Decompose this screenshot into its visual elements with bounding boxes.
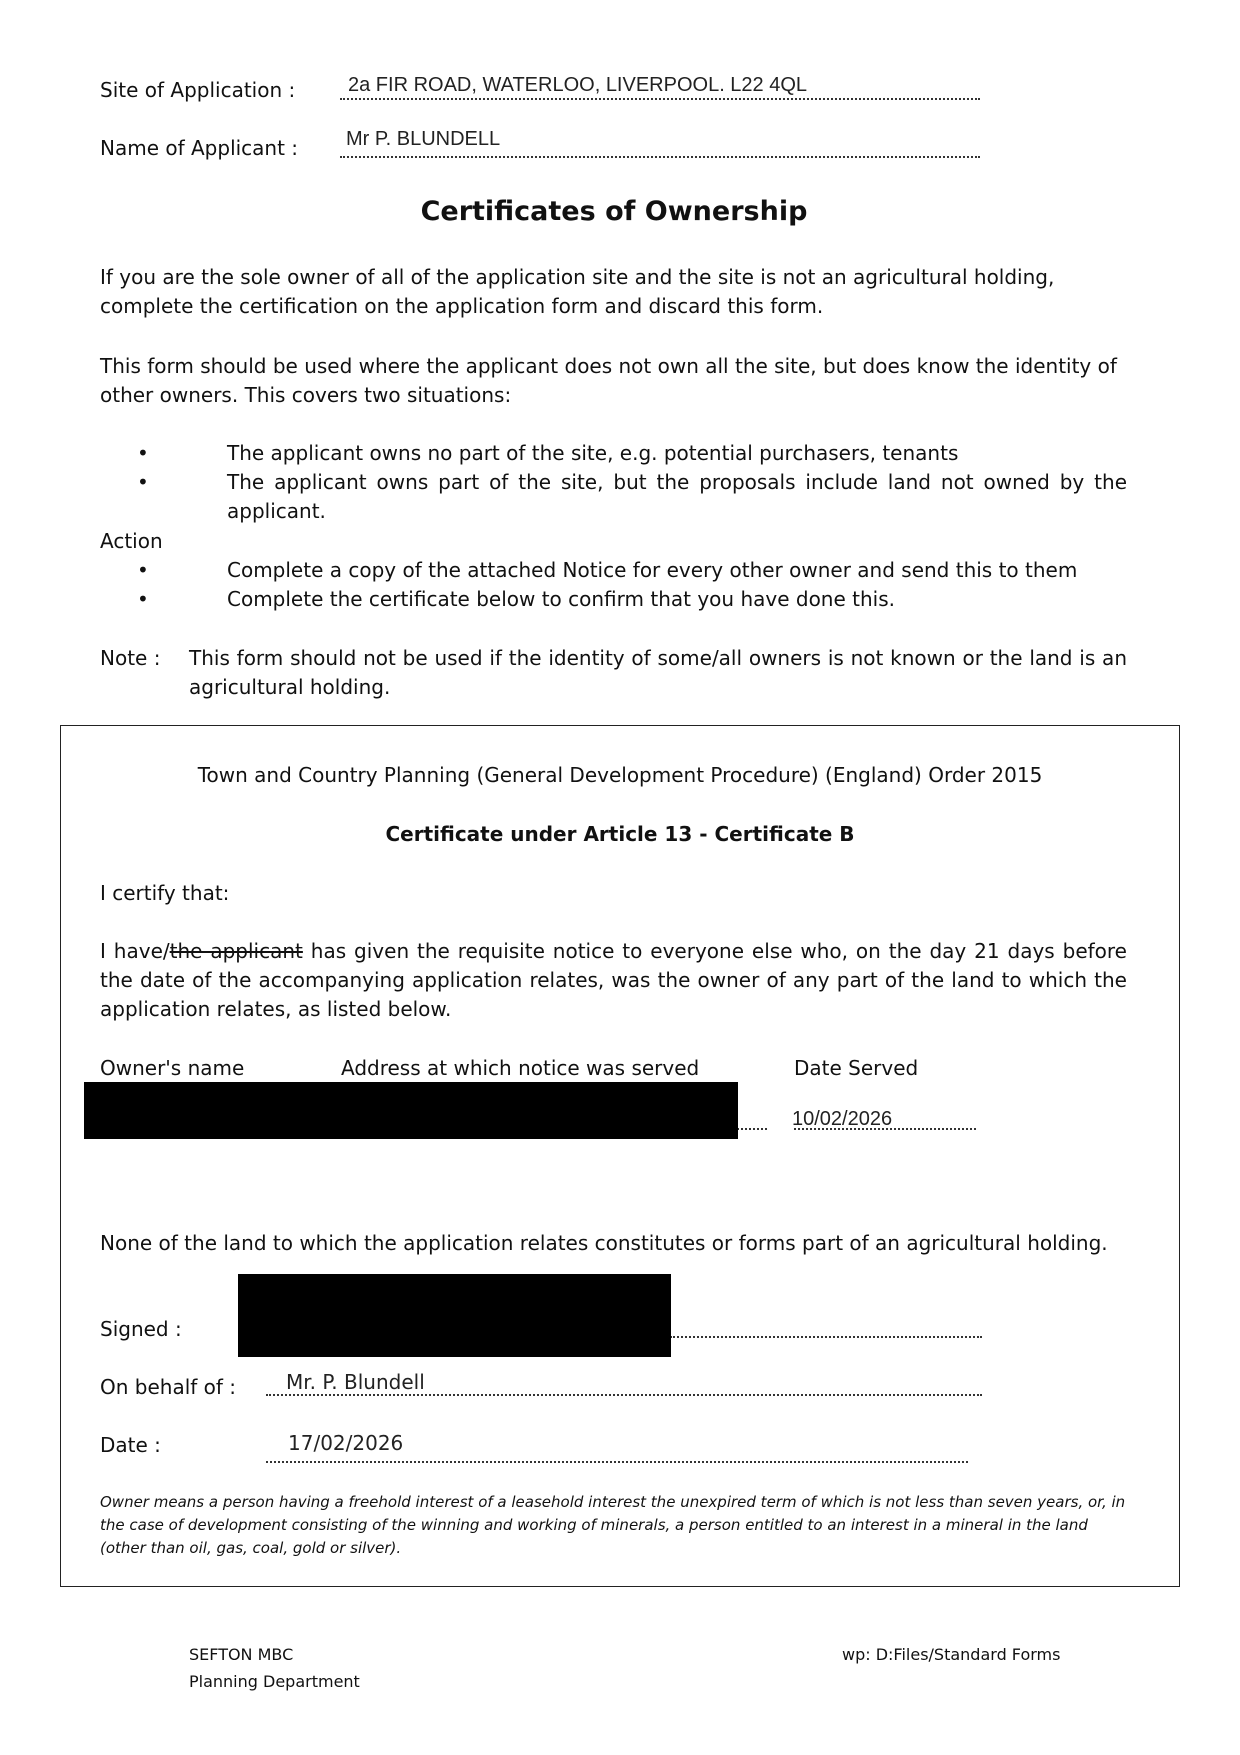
statement-rest: has given the requisite notice to everyone else who, on the day 21 days before the date of the accompanying application relates, was the owner of any part of the land to which the application relates, as listed below.: [100, 939, 1127, 1021]
site-label: Site of Application :: [100, 78, 296, 102]
address-dotted-line: [737, 1128, 767, 1130]
redacted-signature: [238, 1274, 671, 1357]
applicant-dotted-line: [340, 156, 980, 158]
list-item: Complete the certificate below to confirm that you have done this.: [227, 587, 895, 611]
date-served-value[interactable]: 10/02/2026: [792, 1108, 893, 1130]
bullet-icon: •: [137, 441, 149, 465]
bullet-icon: •: [137, 470, 149, 494]
page-title: Certificates of Ownership: [420, 196, 808, 227]
signed-dotted-line: [670, 1336, 982, 1338]
certify-statement: [100, 937, 1127, 1024]
col-date-served: Date Served: [794, 1056, 919, 1080]
list-item: Complete a copy of the attached Notice for every other owner and send this to them: [227, 558, 1078, 582]
order-title: Town and Country Planning (General Development Procedure) (England) Order 2015: [197, 763, 1043, 787]
applicant-label: Name of Applicant :: [100, 136, 299, 160]
footer-org-line-2: Planning Department: [189, 1672, 360, 1691]
intro-paragraph-1: If you are the sole owner of all of the application site and the site is not an agricultural holding, complete the certification on the application form and discard this form.: [100, 265, 1055, 318]
certificate-heading: Certificate under Article 13 - Certificate B: [385, 822, 855, 846]
bullet-icon: •: [137, 587, 149, 611]
signed-label: Signed :: [100, 1317, 182, 1341]
certify-text: I certify that:: [100, 881, 230, 905]
site-dotted-line: [340, 98, 980, 100]
footer-org-line-1: SEFTON MBC: [189, 1645, 294, 1664]
applicant-value[interactable]: Mr P. BLUNDELL: [346, 128, 501, 150]
statement-struck: the applicant: [169, 939, 303, 963]
col-owner-name: Owner's name: [100, 1056, 245, 1080]
list-item: The applicant owns part of the site, but the proposals include land not owned by the applicant.: [227, 470, 1127, 523]
date-value[interactable]: 17/02/2026: [288, 1431, 404, 1455]
date-label: Date :: [100, 1433, 161, 1457]
redacted-owner-address: [84, 1082, 738, 1139]
behalf-label: On behalf of :: [100, 1375, 237, 1399]
behalf-dotted-line: [266, 1394, 982, 1396]
certificate-box: [60, 725, 1180, 1587]
behalf-value[interactable]: Mr. P. Blundell: [286, 1370, 425, 1394]
date-dotted-line: [266, 1461, 968, 1463]
list-item: The applicant owns no part of the site, e.g. potential purchasers, tenants: [227, 441, 959, 465]
action-label: Action: [100, 529, 163, 553]
bullet-icon: •: [137, 558, 149, 582]
note-label: Note :: [100, 646, 161, 670]
intro-paragraph-2: This form should be used where the applicant does not own all the site, but does know the identity of other owners. This covers two situations:: [100, 354, 1117, 407]
note-text: This form should not be used if the identity of some/all owners is not known or the land is an agricultural holding.: [189, 646, 1127, 699]
statement-have: I have/: [100, 939, 170, 963]
owner-definition: Owner means a person having a freehold interest of a leasehold interest the unexpired term of which is not less than seven years, or, in the case of development consisting of the winning and working of minerals, a person entitled to an interest in a mineral in the land (other than oil, gas, coal, gold or silver).: [100, 1493, 1126, 1557]
col-address: Address at which notice was served: [341, 1056, 700, 1080]
site-value[interactable]: 2a FIR ROAD, WATERLOO, LIVERPOOL. L22 4QL: [348, 74, 808, 96]
agricultural-statement: None of the land to which the application relates constitutes or forms part of an agricultural holding.: [100, 1231, 1108, 1255]
footer-reference: wp: D:Files/Standard Forms: [842, 1645, 1061, 1664]
